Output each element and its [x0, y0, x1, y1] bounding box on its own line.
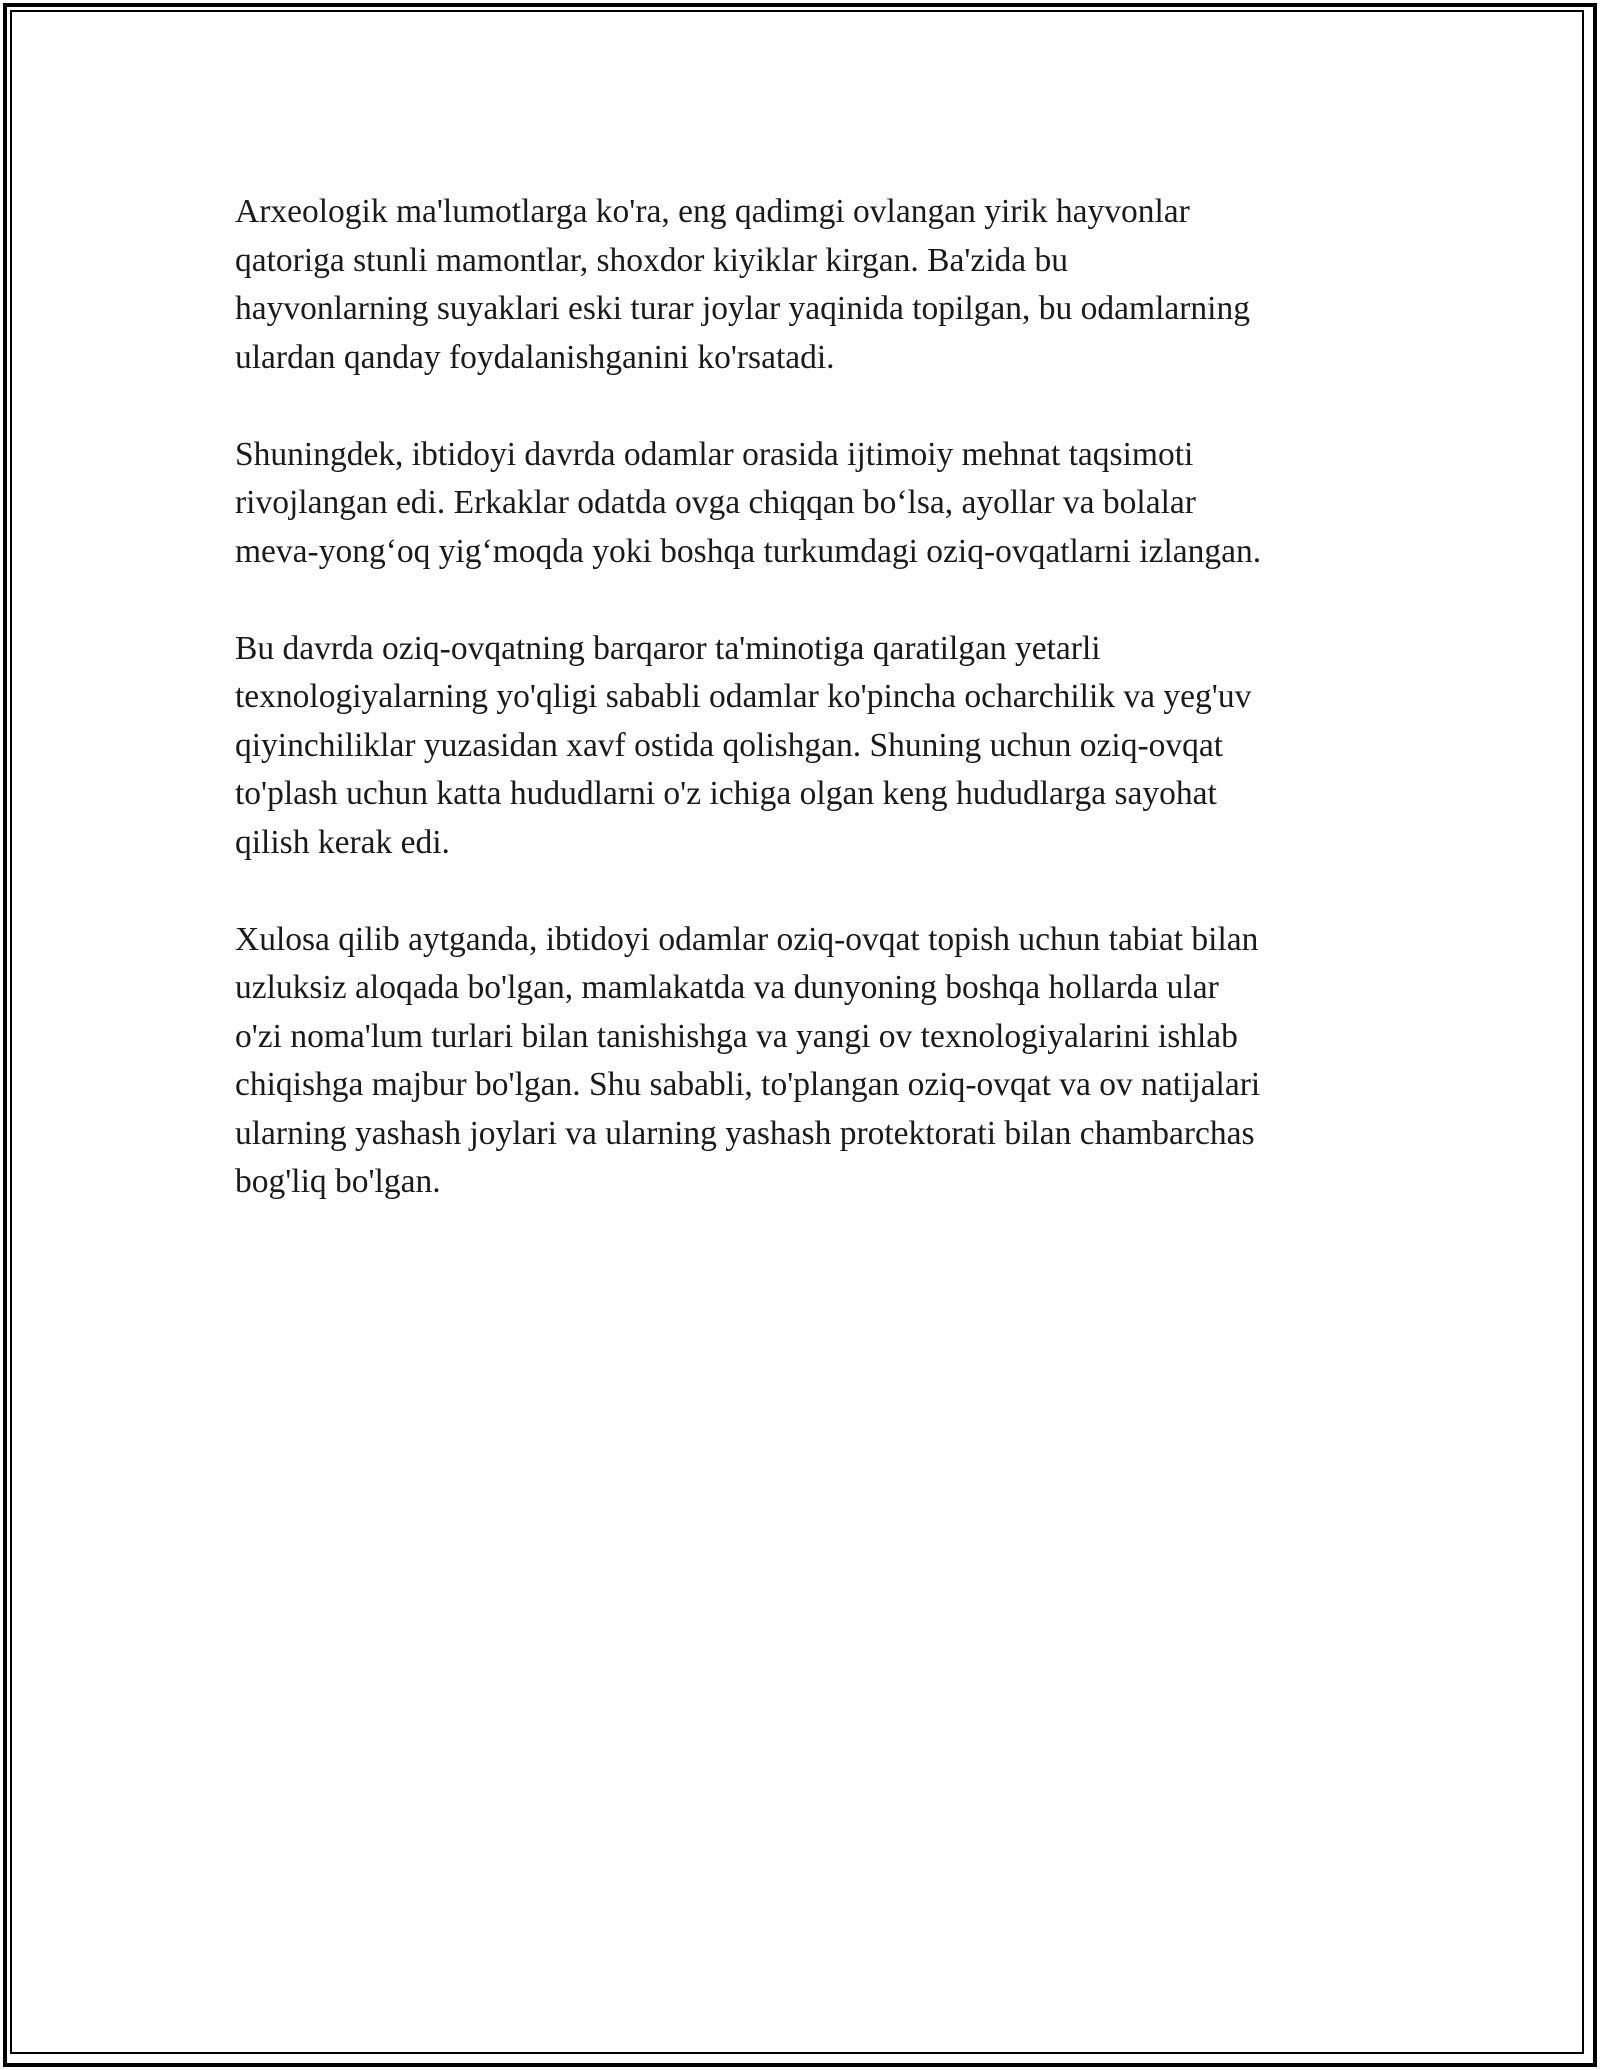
paragraph-1: Arxeologik ma'lumotlarga ko'ra, eng qadimgi ovlangan yirik hayvonlar qatoriga stunli mamontlar, shoxdor kiyiklar kirgan. Ba'zida bu hayvonlarning suyaklari eski turar joylar yaqinida topilgan, bu odamlarning ulardan qanday foydalanishganini ko'rsatadi.: [235, 193, 1250, 376]
paragraph-3: Bu davrda oziq-ovqatning barqaror ta'minotiga qaratilgan yetarli texnologiyalarning yo'qligi sababli odamlar ko'pincha ocharchilik va yeg'uv qiyinchiliklar yuzasidan xavf ostida qolishgan. Shuning uchun oziq-ovqat to'plash uchun katta hududlarni o'z ichiga olgan keng hududlarga sayohat qilish kerak edi.: [235, 629, 1252, 861]
document-body: [235, 188, 1375, 1255]
paragraph-2: Shuningdek, ibtidoyi davrda odamlar orasida ijtimoiy mehnat taqsimoti rivojlangan edi. Erkaklar odatda ovga chiqqan bo‘lsa, ayollar va bolalar meva-yong‘oq yig‘moqda yoki boshqa turkumdagi oziq-ovqatlarni izlangan.: [235, 435, 1262, 570]
paragraph-4: Xulosa qilib aytganda, ibtidoyi odamlar oziq-ovqat topish uchun tabiat bilan uzluksiz aloqada bo'lgan, mamlakatda va dunyoning boshqa hollarda ular o'zi noma'lum turlari bilan tanishishga va yangi ov texnologiyalarini ishlab chiqishga majbur bo'lgan. Shu sababli, to'plangan oziq-ovqat va ov natijalari ularning yashash joylari va ularning yashash protektorati bilan chambarchas bog'liq bo'lgan.: [235, 920, 1261, 1200]
